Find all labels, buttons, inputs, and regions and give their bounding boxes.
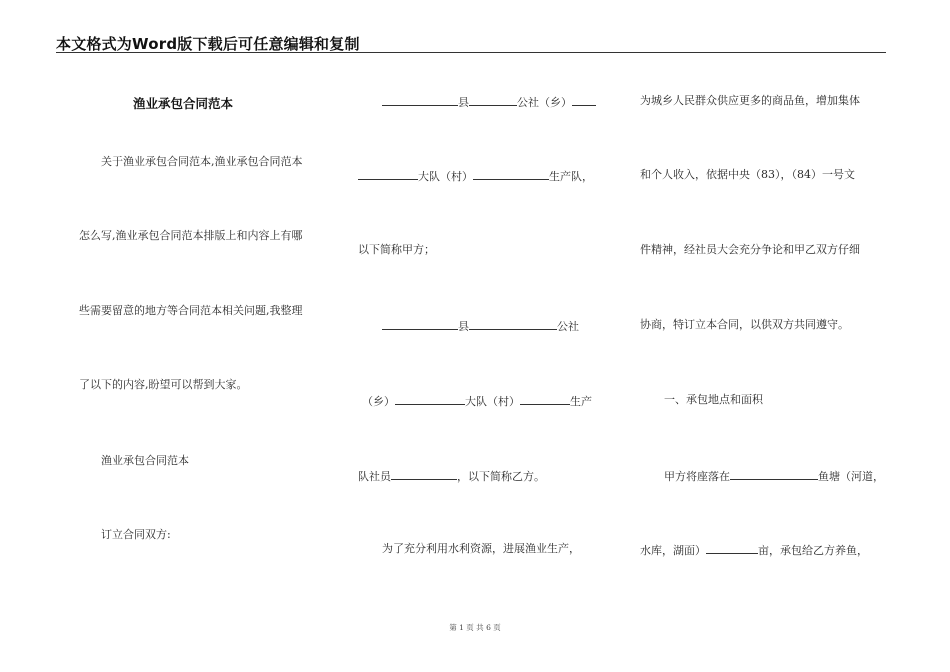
col1-line-4: 了以下的内容,盼望可以帮到大家。: [79, 378, 248, 391]
col1-line-6: 订立合同双方:: [101, 528, 171, 541]
col1-line-1: 关于渔业承包合同范本,渔业承包合同范本: [101, 155, 303, 168]
col3-line-4: 协商，特订立本合同，以供双方共同遵守。: [640, 318, 849, 331]
col2-line-1: 县 公社（乡）: [382, 94, 596, 110]
col1-line-3: 些需要留意的地方等合同范本相关问题,我整理: [79, 304, 303, 317]
fill-blank[interactable]: [572, 94, 596, 106]
col2-line-4: 县 公社: [382, 318, 579, 334]
fill-blank[interactable]: [706, 542, 758, 554]
header-divider: [56, 52, 886, 53]
total-pages: 6: [486, 623, 491, 632]
col1-subheading: 渔业承包合同范本: [101, 454, 189, 467]
col2-line-5: （乡） 大队（村） 生产: [362, 395, 592, 408]
col3-line-6: 甲方将座落在 鱼塘（河道，: [664, 470, 884, 483]
fill-blank[interactable]: [473, 168, 549, 180]
fill-blank[interactable]: [730, 468, 818, 480]
col1-line-2: 怎么写,渔业承包合同范本排版上和内容上有哪: [79, 229, 303, 242]
col2-line-2: 大队（村） 生产队，: [358, 168, 593, 184]
fill-blank[interactable]: [358, 168, 418, 180]
col3-line-3: 件精神，经社员大会充分争论和甲乙双方仔细: [640, 243, 860, 256]
fill-blank[interactable]: [469, 94, 517, 106]
document-title: 渔业承包合同范本: [133, 96, 234, 111]
section-heading: 一、承包地点和面积: [664, 393, 763, 406]
fill-blank[interactable]: [469, 318, 557, 330]
col3-line-1: 为城乡人民群众供应更多的商品鱼，增加集体: [640, 94, 860, 107]
fill-blank[interactable]: [395, 393, 465, 405]
page-footer: 第 1 页 共 6 页: [449, 623, 501, 632]
col2-line-6: 队社员 ，以下简称乙方。: [358, 470, 545, 483]
current-page-number: 1: [459, 623, 464, 632]
col2-line-3: 以下简称甲方；: [358, 243, 435, 256]
header-title: 本文格式为Word版下载后可任意编辑和复制: [56, 35, 360, 53]
fill-blank[interactable]: [382, 318, 458, 330]
col3-line-2: 和个人收入，依据中央（83），（84）一号文: [640, 168, 855, 181]
col3-line-7: 水库，湖面） 亩，承包给乙方养鱼，: [640, 544, 868, 557]
fill-blank[interactable]: [382, 94, 458, 106]
fill-blank[interactable]: [520, 393, 570, 405]
col2-line-7: 为了充分利用水利资源，进展渔业生产，: [382, 542, 580, 555]
fill-blank[interactable]: [391, 468, 457, 480]
